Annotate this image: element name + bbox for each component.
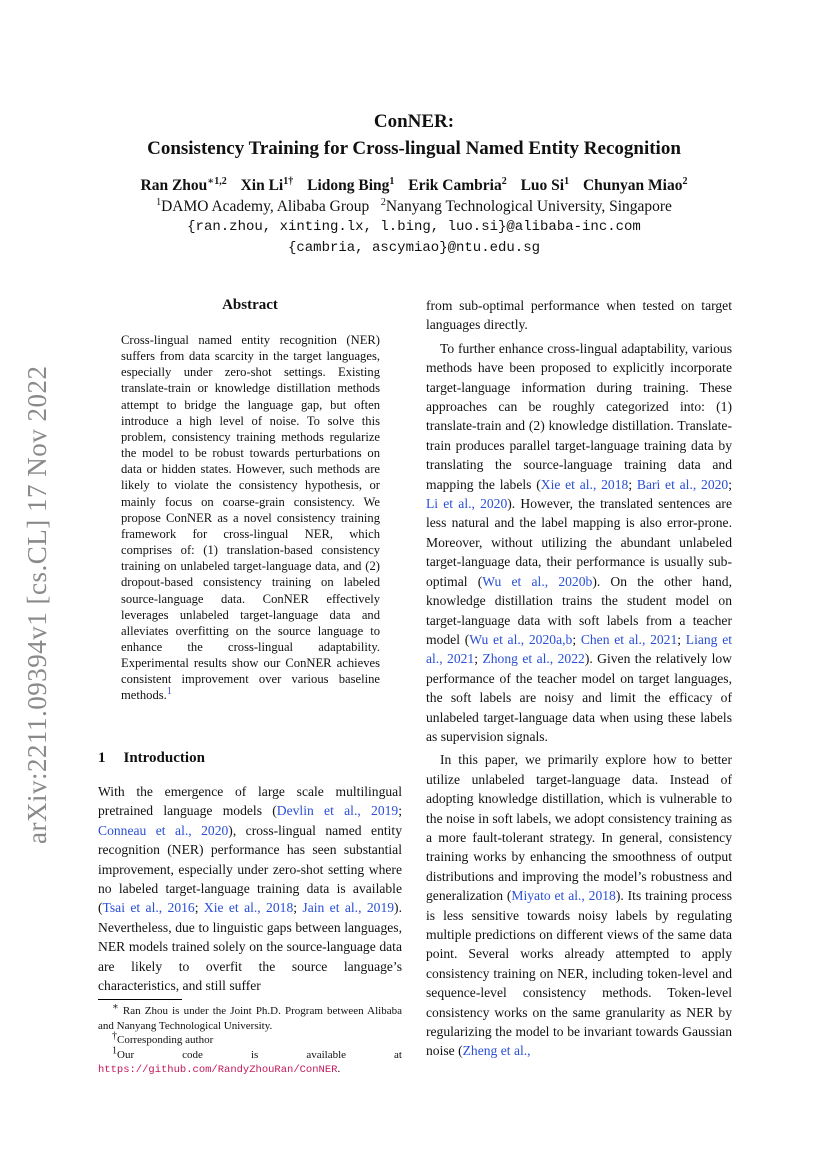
citation-link[interactable]: Jain et al., 2019 [302, 900, 395, 916]
footnote: $^1$Our code is available at https://github.com/RandyZhouRan/ConNER. [98, 1044, 402, 1076]
section-number: 1 [98, 750, 106, 766]
abstract-heading: Abstract [222, 297, 278, 313]
paragraph: from sub-optimal performance when tested on target languages directly. [426, 298, 732, 333]
citation-link[interactable]: Miyato et al., 2018 [511, 888, 616, 904]
author: Luo Si$^1$ [520, 175, 570, 194]
author: Xin $Li^{1\dagger}$ [240, 175, 294, 194]
citation-link[interactable]: Zhong et al., 2022 [482, 651, 585, 667]
citation-link[interactable]: Li et al., 2020 [426, 496, 508, 512]
email-line-1: {ran.zhou, xinting.lx, l.bing, luo.si}@alibaba-inc.com [187, 219, 641, 235]
paragraph: To further enhance cross-lingual adaptability, various methods have been proposed to explicitly incorporate target-language information during training. These approaches can be roughly categorized into: (1) translate-train and (2) knowledge distillation. Translate-train produces parallel target-language training data by translating the source-language training data and mapping the labels (Xie et al., 2018; Bari et al., 2020; Li et al., 2020). However, the translated sentences are less natural and the label mapping is also error-prone. Moreover, without utilizing the abundant unlabeled target-language data, their performance is usually sub-optimal (Wu et al., 2020b). On the other hand, knowledge distillation trains the student model on target-language data with soft labels from a teacher model (Wu et al., 2020a,b; Chen et al., 2021; Liang et al., 2021; Zhong et al., 2022). Given the relatively low performance of the teacher model on target languages, the soft labels are noisy and limit the efficacy of unlabeled target-language data when using these labels as supervision signals. [426, 340, 732, 744]
arxiv-id-text: arXiv:2211.09394v1 [cs.CL] 17 Nov 2022 [22, 365, 52, 845]
footnote-divider [98, 999, 182, 1000]
footnotes [98, 1001, 402, 1078]
intro-left-column [98, 782, 402, 995]
citation-link[interactable]: Zheng et al., [462, 1043, 531, 1059]
footnote: †Corresponding author [112, 1030, 214, 1046]
author-block [0, 175, 828, 259]
footnote-ref[interactable]: 1 [166, 686, 172, 698]
section-title: Introduction [123, 750, 205, 766]
author: Ran Zhou$^{∗1,2}$ [140, 175, 227, 194]
citation-link[interactable]: Xie et al., 2018 [540, 476, 629, 492]
citation-link[interactable]: Wu et al., 2020a,b [469, 631, 573, 647]
abstract-body: Cross-lingual named entity recognition (NER) suffers from data scarcity in the target languages, especially under zero-shot settings. Existing translate-train or knowledge distillation methods attempt to bridge the language gap, but often introduce a high level of noise. To solve this problem, consistency training methods regularize the model to be robust towards perturbations on data or hidden states. However, such methods are likely to violate the consistency hypothesis, or mainly focus on coarse-grain consistency. We propose ConNER as a novel consistency training framework for cross-lingual NER, which comprises of: (1) translation-based consistency training on unlabeled target-language data, and (2) dropout-based consistency training on labeled source-language data. ConNER effectively leverages unlabeled target-language data and alleviates overfitting on the source language to enhance the cross-lingual adaptability. Experimental results show our ConNER achieves consistent improvement over various baseline methods.$^1$ [121, 333, 380, 703]
paragraph: With the emergence of large scale multilingual pretrained language models (Devlin et al., 2019; Conneau et al., 2020), cross-lingual named entity recognition (NER) performance has seen substantial improvement, especially under zero-shot setting where no labeled target-language training data is available (Tsai et al., 2016; Xie et al., 2018; Jain et al., 2019). Nevertheless, due to linguistic gaps between languages, NER models trained solely on the source-language data are likely to overfit the source language’s characteristics, and still suffer [98, 784, 402, 994]
citation-link[interactable]: Xie et al., 2018 [203, 900, 294, 916]
affiliations: $^1$DAMO Academy, Alibaba Group $^2$Nanyang Technological University, Singapore [156, 196, 672, 215]
arxiv-identifier [22, 360, 62, 850]
title-line-1: ConNER: [373, 111, 455, 132]
code-url-link[interactable]: https://github.com/RandyZhouRan/ConNER [98, 1064, 338, 1076]
citation-link[interactable]: Conneau et al., 2020 [98, 822, 229, 838]
email-line-2: {cambria, ascymiao}@ntu.edu.sg [287, 240, 541, 256]
citation-link[interactable]: Wu et al., 2020b [482, 573, 593, 589]
author: Lidong Bing$^1$ [307, 175, 395, 194]
citation-link[interactable]: Chen et al., 2021 [580, 631, 678, 647]
citation-link[interactable]: Tsai et al., 2016 [102, 900, 195, 916]
author: Erik Cambria$^2$ [408, 175, 507, 194]
intro-right-column [426, 296, 732, 1065]
author: Chunyan Miao$^2$ [582, 175, 688, 194]
citation-link[interactable]: Bari et al., 2020 [636, 476, 729, 492]
citation-link[interactable]: Devlin et al., 2019 [276, 803, 399, 819]
citation-link[interactable]: Liang et al., 2021 [426, 631, 732, 667]
paper-title [0, 108, 828, 162]
footnote: ∗ Ran Zhou is under the Joint Ph.D. Program between Alibaba and Nanyang Technological University. [98, 1001, 402, 1032]
title-line-2: Consistency Training for Cross-lingual Named Entity Recognition [147, 138, 681, 159]
author-names [0, 175, 828, 196]
section-heading [98, 750, 205, 767]
paragraph: In this paper, we primarily explore how to better utilize unlabeled target-language data. Instead of adopting knowledge distillation, which is vulnerable to the noise in soft labels, we adopt consistency training as a more fault-tolerant strategy. In general, consistency training works by enhancing the smoothness of output distributions and improving the model’s robustness and generalization (Miyato et al., 2018). Its training process is less sensitive towards noisy labels by regulating multiple predictions on different views of the same data point. Several works already attempted to apply consistency training on NER, including token-level and sequence-level consistency methods. Token-level consistency works on the same granularity as NER by regularizing the model to be invariant towards Gaussian noise (Zheng et al., [426, 752, 733, 1059]
